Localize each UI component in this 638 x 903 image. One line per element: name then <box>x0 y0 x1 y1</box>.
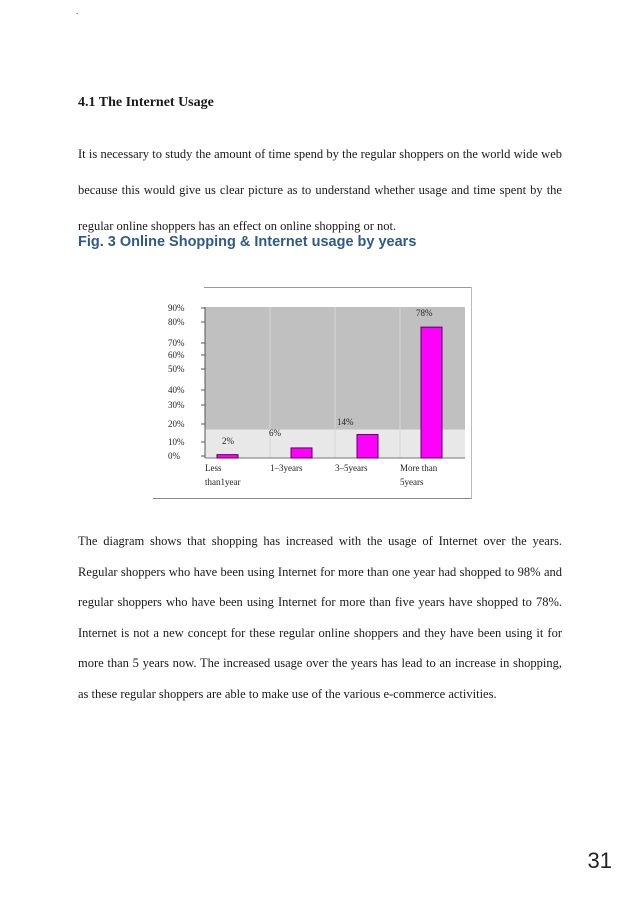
y-tick-label: 30% <box>168 400 185 410</box>
x-tick-label: Less <box>205 463 222 473</box>
y-tick-label: 90% <box>168 303 185 313</box>
analysis-paragraph: The diagram shows that shopping has increased with the usage of Internet over the years. Regular shoppers who have been using Internet for more than one year had shopped to 98% and regular shoppers who have been using Internet for more than five years have shopped to 78%. Internet is not a new concept for these regular online shoppers and they have been using it for more than 5 years now. The increased usage over the years has lead to an increase in shopping, as these regular shoppers are able to make use of the various e-commerce activities. <box>78 534 562 701</box>
bar <box>357 435 378 458</box>
bar <box>291 448 312 458</box>
x-tick-label: than1year <box>205 477 241 487</box>
data-label: 2% <box>222 436 234 446</box>
bar <box>421 327 442 458</box>
y-tick-label: 50% <box>168 364 185 374</box>
y-tick-label: 10% <box>168 437 185 447</box>
data-label: 78% <box>416 308 433 318</box>
x-tick-label: 1–3years <box>270 463 303 473</box>
section-heading: 4.1 The Internet Usage <box>78 95 214 110</box>
x-tick-label: 5years <box>400 477 424 487</box>
data-label: 14% <box>337 417 354 427</box>
y-tick-label: 40% <box>168 385 185 395</box>
y-tick-label: 60% <box>168 350 185 360</box>
y-tick-label: 70% <box>168 338 185 348</box>
y-tick-label: 80% <box>168 317 185 327</box>
intro-paragraph: It is necessary to study the amount of time spend by the regular shoppers on the world wide web because this would give us clear picture as to understand whether usage and time spent by the regular online shoppers has an effect on online shopping or not. <box>78 147 562 233</box>
y-tick-label: 0% <box>168 451 180 461</box>
x-tick-label: More than <box>400 463 438 473</box>
data-label: 6% <box>269 428 281 438</box>
page-number: 31 <box>587 848 612 873</box>
x-tick-label: 3–5years <box>335 463 368 473</box>
bar <box>217 455 238 458</box>
y-tick-label: 20% <box>168 419 185 429</box>
stray-dot: . <box>76 6 79 16</box>
figure-title: Fig. 3 Online Shopping & Internet usage by years <box>78 234 417 250</box>
